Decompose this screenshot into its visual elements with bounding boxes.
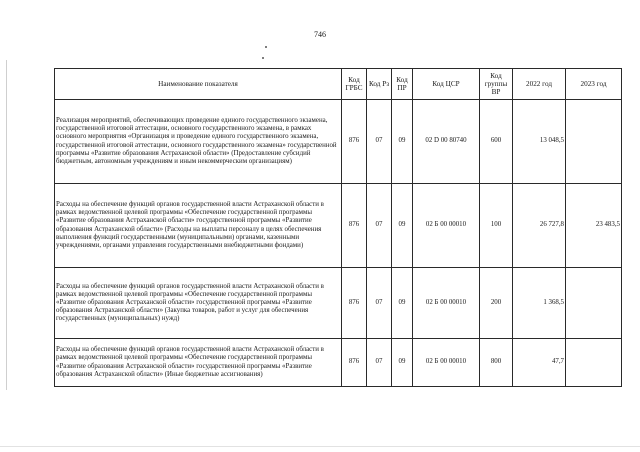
row-vr: 100 (480, 184, 513, 268)
page-number: 746 (314, 30, 326, 39)
header-2023: 2023 год (566, 69, 622, 100)
row-name: Реализация мероприятий, обеспечивающих проведение единого государственного экзамена, государственной итоговой аттестации, основного государственного экзамена, в рамках основного мероприятия «Организация и проведение единого государственного экзамена, государственной итоговой аттестации, основного государственного экзамена» государственной программы «Развитие образования Астраханской области» (Предоставление субсидий бюджетным, автономным учреждениям и иным некоммерческим организациям) (55, 100, 342, 184)
row-2023-amount (566, 100, 622, 184)
row-2022-amount: 13 048,5 (513, 100, 566, 184)
row-pr: 09 (392, 184, 413, 268)
row-vr: 600 (480, 100, 513, 184)
row-gr-bs: 876 (342, 339, 367, 387)
row-rz: 07 (367, 268, 392, 339)
header-csr: Код ЦСР (413, 69, 480, 100)
table-row (55, 100, 622, 184)
row-csr: 02 Б 00 00010 (413, 184, 480, 268)
row-name: Расходы на обеспечение функций органов государственной власти Астраханской области в рамках ведомственной целевой программы «Обеспечение государственной программы «Развитие образования Астраханской области» государственной программы «Развитие образования Астраханской области» (Расходы на выплаты персоналу в целях обеспечения выполнения функций государственными (муниципальными) органами, казенными учреждениями, органами управления государственными внебюджетными фондами) (55, 184, 342, 268)
header-gr-bs: Код ГРБС (342, 69, 367, 100)
row-name: Расходы на обеспечение функций органов государственной власти Астраханской области в рамках ведомственной целевой программы «Обеспечение государственной программы «Развитие образования Астраханской области» государственной программы «Развитие образования Астраханской области» (Иные бюджетные ассигнования) (55, 339, 342, 387)
header-vr: Код группы ВР (480, 69, 513, 100)
scan-edge-mark (6, 60, 7, 390)
row-2022-amount: 47,7 (513, 339, 566, 387)
header-name: Наименование показателя (55, 69, 342, 100)
row-pr: 09 (392, 339, 413, 387)
row-pr: 09 (392, 100, 413, 184)
row-vr: 200 (480, 268, 513, 339)
table-row (55, 184, 622, 268)
table-row (55, 339, 622, 387)
row-name: Расходы на обеспечение функций органов государственной власти Астраханской области в рамках ведомственной целевой программы «Обеспечение государственной программы «Развитие образования Астраханской области» государственной программы «Развитие образования Астраханской области» (Закупка товаров, работ и услуг для обеспечения государственных (муниципальных) нужд) (55, 268, 342, 339)
scan-speck (262, 57, 264, 59)
row-2023-amount (566, 268, 622, 339)
row-2023-amount: 23 483,5 (566, 184, 622, 268)
row-gr-bs: 876 (342, 100, 367, 184)
row-rz: 07 (367, 184, 392, 268)
row-csr: 02 Б 00 00010 (413, 339, 480, 387)
header-pr: Код ПР (392, 69, 413, 100)
row-gr-bs: 876 (342, 184, 367, 268)
table-header-row (55, 69, 622, 100)
row-2022-amount: 26 727,8 (513, 184, 566, 268)
budget-table (54, 68, 622, 387)
scan-speck (265, 46, 267, 48)
row-2023-amount (566, 339, 622, 387)
row-gr-bs: 876 (342, 268, 367, 339)
header-rz: Код Рз (367, 69, 392, 100)
row-vr: 800 (480, 339, 513, 387)
header-2022: 2022 год (513, 69, 566, 100)
row-2022-amount: 1 368,5 (513, 268, 566, 339)
row-pr: 09 (392, 268, 413, 339)
row-rz: 07 (367, 100, 392, 184)
table-row (55, 268, 622, 339)
row-csr: 02 Б 00 00010 (413, 268, 480, 339)
row-rz: 07 (367, 339, 392, 387)
row-csr: 02 D 00 80740 (413, 100, 480, 184)
scan-edge-mark (0, 446, 640, 447)
